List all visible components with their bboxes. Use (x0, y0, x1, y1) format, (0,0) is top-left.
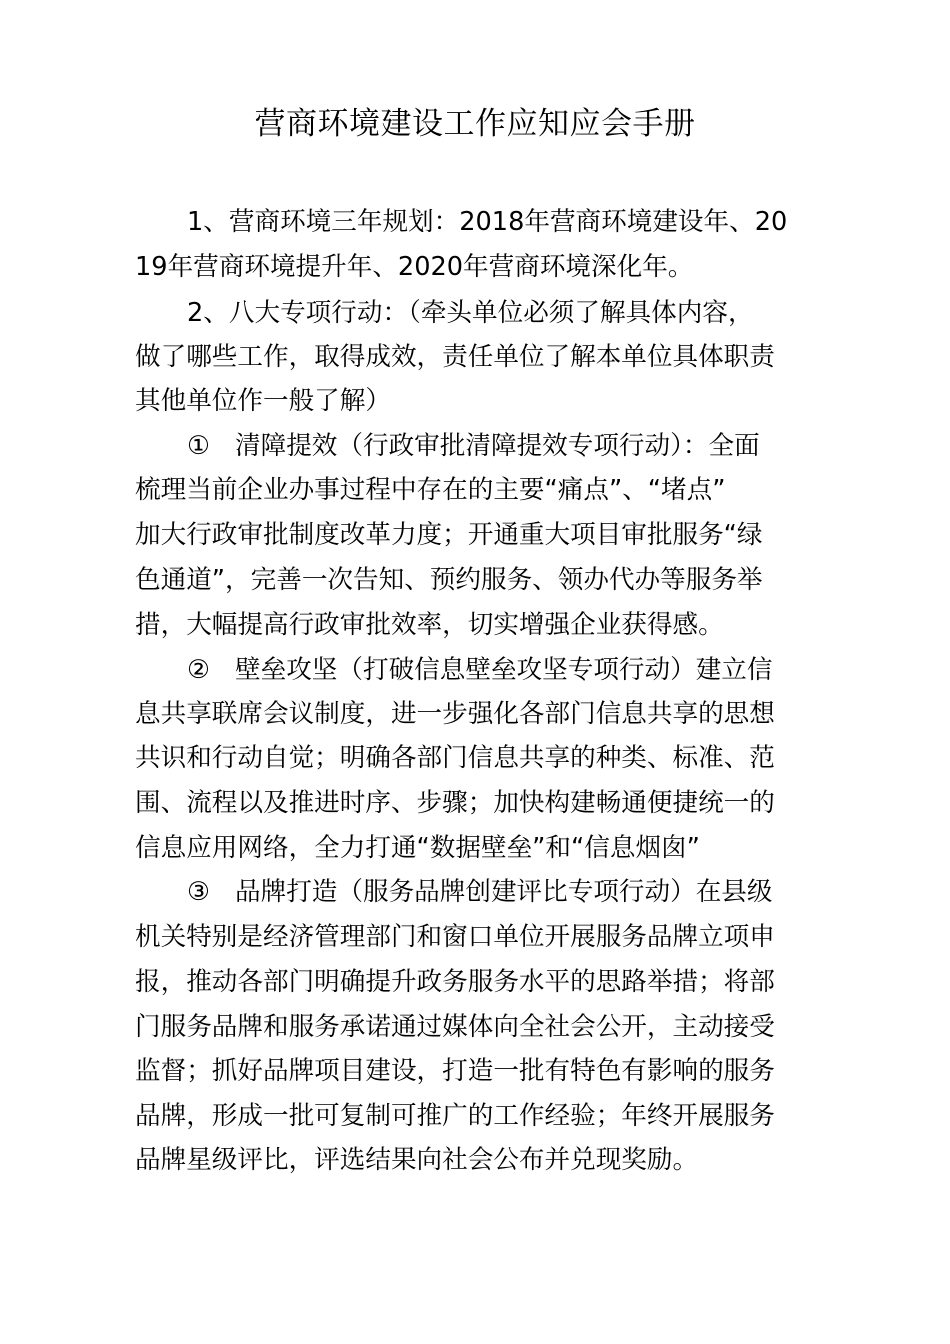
paragraph-line: 措，大幅提高行政审批效率，切实增强企业获得感。 (135, 610, 724, 640)
paragraph-line-text: 壁垒攻坚（打破信息壁垒攻坚专项行动）建立信 (235, 655, 773, 685)
paragraph-line: 1、营商环境三年规划：2018年营商环境建设年、20 (187, 207, 788, 237)
paragraph-line: 门服务品牌和服务承诺通过媒体向全社会公开，主动接受 (135, 1012, 775, 1042)
paragraph-line: 其他单位作一般了解） (135, 386, 391, 416)
list-marker: ③ (187, 877, 210, 907)
list-item-first-line (187, 870, 772, 914)
paragraph-line-text: 清障提效（行政审批清障提效专项行动）：全面 (235, 431, 760, 461)
paragraph-line: 报，推动各部门明确提升政务服务水平的思路举措；将部 (135, 967, 775, 997)
paragraph-line: 品牌星级评比，评选结果向社会公布并兑现奖励。 (135, 1145, 699, 1175)
paragraph-line: 2、八大专项行动：（牵头单位必须了解具体内容， (187, 298, 754, 328)
paragraph-line: 息共享联席会议制度，进一步强化各部门信息共享的思想 (135, 699, 775, 729)
paragraph-line: 做了哪些工作，取得成效，责任单位了解本单位具体职责 (135, 342, 775, 372)
paragraph-line-text: 品牌打造（服务品牌创建评比专项行动）在县级 (235, 877, 773, 907)
paragraph-line: 梳理当前企业办事过程中存在的主要“痛点”、“堵点” (135, 475, 726, 505)
paragraph-line: 加大行政审批制度改革力度；开通重大项目审批服务“绿 (135, 520, 763, 550)
paragraph-line: 色通道”，完善一次告知、预约服务、领办代办等服务举 (135, 565, 763, 595)
paragraph-line: 品牌，形成一批可复制可推广的工作经验；年终开展服务 (135, 1101, 775, 1131)
paragraph-line: 信息应用网络，全力打通“数据壁垒”和“信息烟囱” (135, 833, 700, 863)
paragraph-line: 共识和行动自觉；明确各部门信息共享的种类、标准、范 (135, 743, 775, 773)
list-marker: ② (187, 655, 210, 685)
list-item-first-line (187, 424, 760, 468)
paragraph-line: 监督；抓好品牌项目建设，打造一批有特色有影响的服务 (135, 1056, 775, 1086)
paragraph-line: 围、流程以及推进时序、步骤；加快构建畅通便捷统一的 (135, 788, 775, 818)
paragraph-line: 机关特别是经济管理部门和窗口单位开展服务品牌立项申 (135, 922, 775, 952)
document-title: 营商环境建设工作应知应会手册 (254, 106, 696, 142)
list-marker: ① (187, 431, 210, 461)
list-item-first-line (187, 648, 772, 692)
paragraph-line: 19年营商环境提升年、2020年营商环境深化年。 (135, 252, 694, 282)
